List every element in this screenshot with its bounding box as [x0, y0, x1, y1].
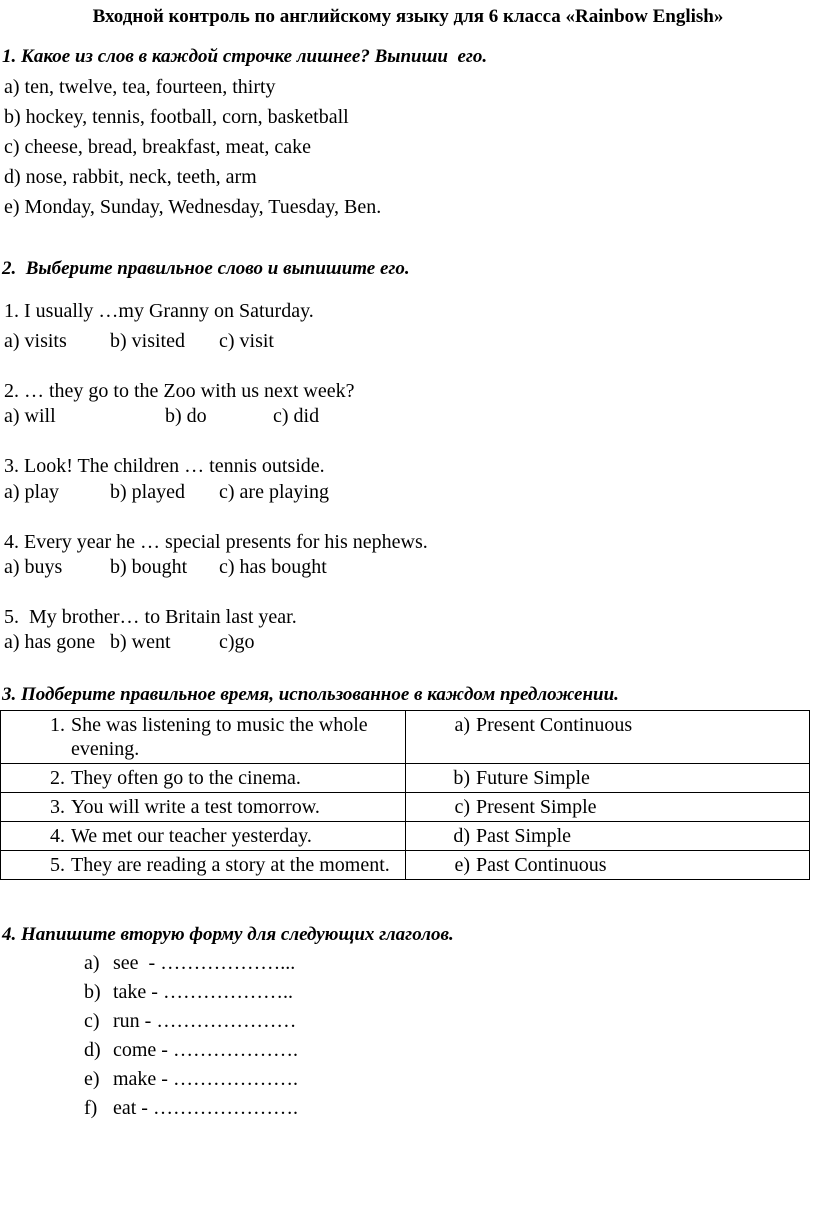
task2-q4-option-c: c) has bought — [219, 556, 327, 578]
verb-item-f — [84, 1097, 298, 1120]
tense-cell — [406, 822, 810, 851]
table-row — [1, 793, 810, 822]
table-row — [1, 822, 810, 851]
task2-q4-option-b: b) bought — [110, 556, 188, 578]
tense-text: Present Continuous — [476, 714, 633, 736]
tense-cell — [406, 764, 810, 793]
tense-letter: d) — [453, 825, 470, 847]
task2-question-5: 5. My brother… to Britain last year. — [4, 606, 297, 628]
sentence-number: 1. — [50, 714, 65, 736]
verb-letter: c) — [84, 1010, 100, 1032]
tense-letter: e) — [454, 854, 470, 876]
tense-text: Future Simple — [476, 767, 590, 789]
sentence-number: 5. — [50, 854, 65, 876]
task2-q3-option-a: a) play — [4, 481, 59, 503]
task2-question-2: 2. … they go to the Zoo with us next week? — [4, 380, 355, 402]
verb-item-a — [84, 952, 295, 975]
task1-heading: 1. Какое из слов в каждой строчке лишнее? Выпиши его. — [2, 46, 488, 67]
task2-q1-option-a: a) visits — [4, 330, 67, 352]
task2-q5-option-c: c)go — [219, 631, 255, 653]
task2-q2-option-c: c) did — [273, 405, 320, 427]
verb-letter: a) — [84, 952, 100, 974]
task2-q5-option-b: b) went — [110, 631, 171, 653]
page-title: Входной контроль по английскому языку для 6 класса «Rainbow English» — [92, 6, 724, 27]
tense-cell — [406, 793, 810, 822]
sentence-text: We met our teacher yesterday. — [71, 825, 312, 847]
sentence-number: 4. — [50, 825, 65, 847]
task1-line-a: a) ten, twelve, tea, fourteen, thirty — [4, 76, 276, 98]
verb-item-d — [84, 1039, 298, 1062]
task1-line-e: e) Monday, Sunday, Wednesday, Tuesday, Ben. — [4, 196, 382, 218]
verb-letter: b) — [84, 981, 101, 1003]
tense-text: Present Simple — [476, 796, 597, 818]
task2-question-3: 3. Look! The children … tennis outside. — [4, 455, 325, 477]
sentence-text: They often go to the cinema. — [71, 767, 301, 789]
task3-heading: 3. Подберите правильное время, использованное в каждом предложении. — [2, 684, 619, 705]
verb-text: eat - …………………. — [113, 1097, 298, 1119]
task2-q1-option-c: c) visit — [219, 330, 274, 352]
tense-letter: c) — [454, 796, 470, 818]
verb-item-e — [84, 1068, 298, 1091]
table-row — [1, 711, 810, 764]
verb-item-b — [84, 981, 293, 1004]
tense-matching-table — [0, 710, 810, 880]
task2-heading: 2. Выберите правильное слово и выпишите его. — [2, 258, 410, 279]
sentence-text: They are reading a story at the moment. — [71, 854, 390, 876]
tense-text: Past Simple — [476, 825, 572, 847]
sentence-cell — [1, 851, 406, 880]
sentence-text: You will write a test tomorrow. — [71, 796, 320, 818]
table-row — [1, 764, 810, 793]
task2-q3-option-b: b) played — [110, 481, 185, 503]
sentence-number: 3. — [50, 796, 65, 818]
table-row — [1, 851, 810, 880]
task2-q3-option-c: c) are playing — [219, 481, 329, 503]
task2-q2-option-b: b) do — [165, 405, 207, 427]
sentence-cell — [1, 711, 406, 764]
verb-text: see - ………………... — [113, 952, 296, 974]
task2-q4-option-a: a) buys — [4, 556, 63, 578]
task1-line-c: c) cheese, bread, breakfast, meat, cake — [4, 136, 312, 158]
sentence-cell — [1, 764, 406, 793]
verb-letter: f) — [84, 1097, 98, 1119]
tense-letter: b) — [453, 767, 470, 789]
task2-q1-option-b: b) visited — [110, 330, 185, 352]
verb-item-c — [84, 1010, 296, 1033]
verb-letter: e) — [84, 1068, 100, 1090]
task2-q2-option-a: a) will — [4, 405, 56, 427]
task2-q5-option-a: a) has gone — [4, 631, 96, 653]
task2-question-4: 4. Every year he … special presents for his nephews. — [4, 531, 428, 553]
sentence-text: She was listening to music the whole evening. — [71, 714, 368, 760]
verb-letter: d) — [84, 1039, 101, 1061]
sentence-cell — [1, 793, 406, 822]
tense-letter: a) — [454, 714, 470, 736]
verb-text: run - ………………… — [113, 1010, 297, 1032]
verb-text: come - ………………. — [113, 1039, 298, 1061]
tense-cell — [406, 711, 810, 764]
task1-line-b: b) hockey, tennis, football, corn, basketball — [4, 106, 349, 128]
verb-text: make - ………………. — [113, 1068, 298, 1090]
tense-text: Past Continuous — [476, 854, 607, 876]
sentence-cell — [1, 822, 406, 851]
verb-text: take - ……………….. — [113, 981, 293, 1003]
task4-heading: 4. Напишите вторую форму для следующих глаголов. — [2, 924, 454, 945]
tense-cell — [406, 851, 810, 880]
sentence-number: 2. — [50, 767, 65, 789]
task2-question-1: 1. I usually …my Granny on Saturday. — [4, 300, 314, 322]
task1-line-d: d) nose, rabbit, neck, teeth, arm — [4, 166, 257, 188]
